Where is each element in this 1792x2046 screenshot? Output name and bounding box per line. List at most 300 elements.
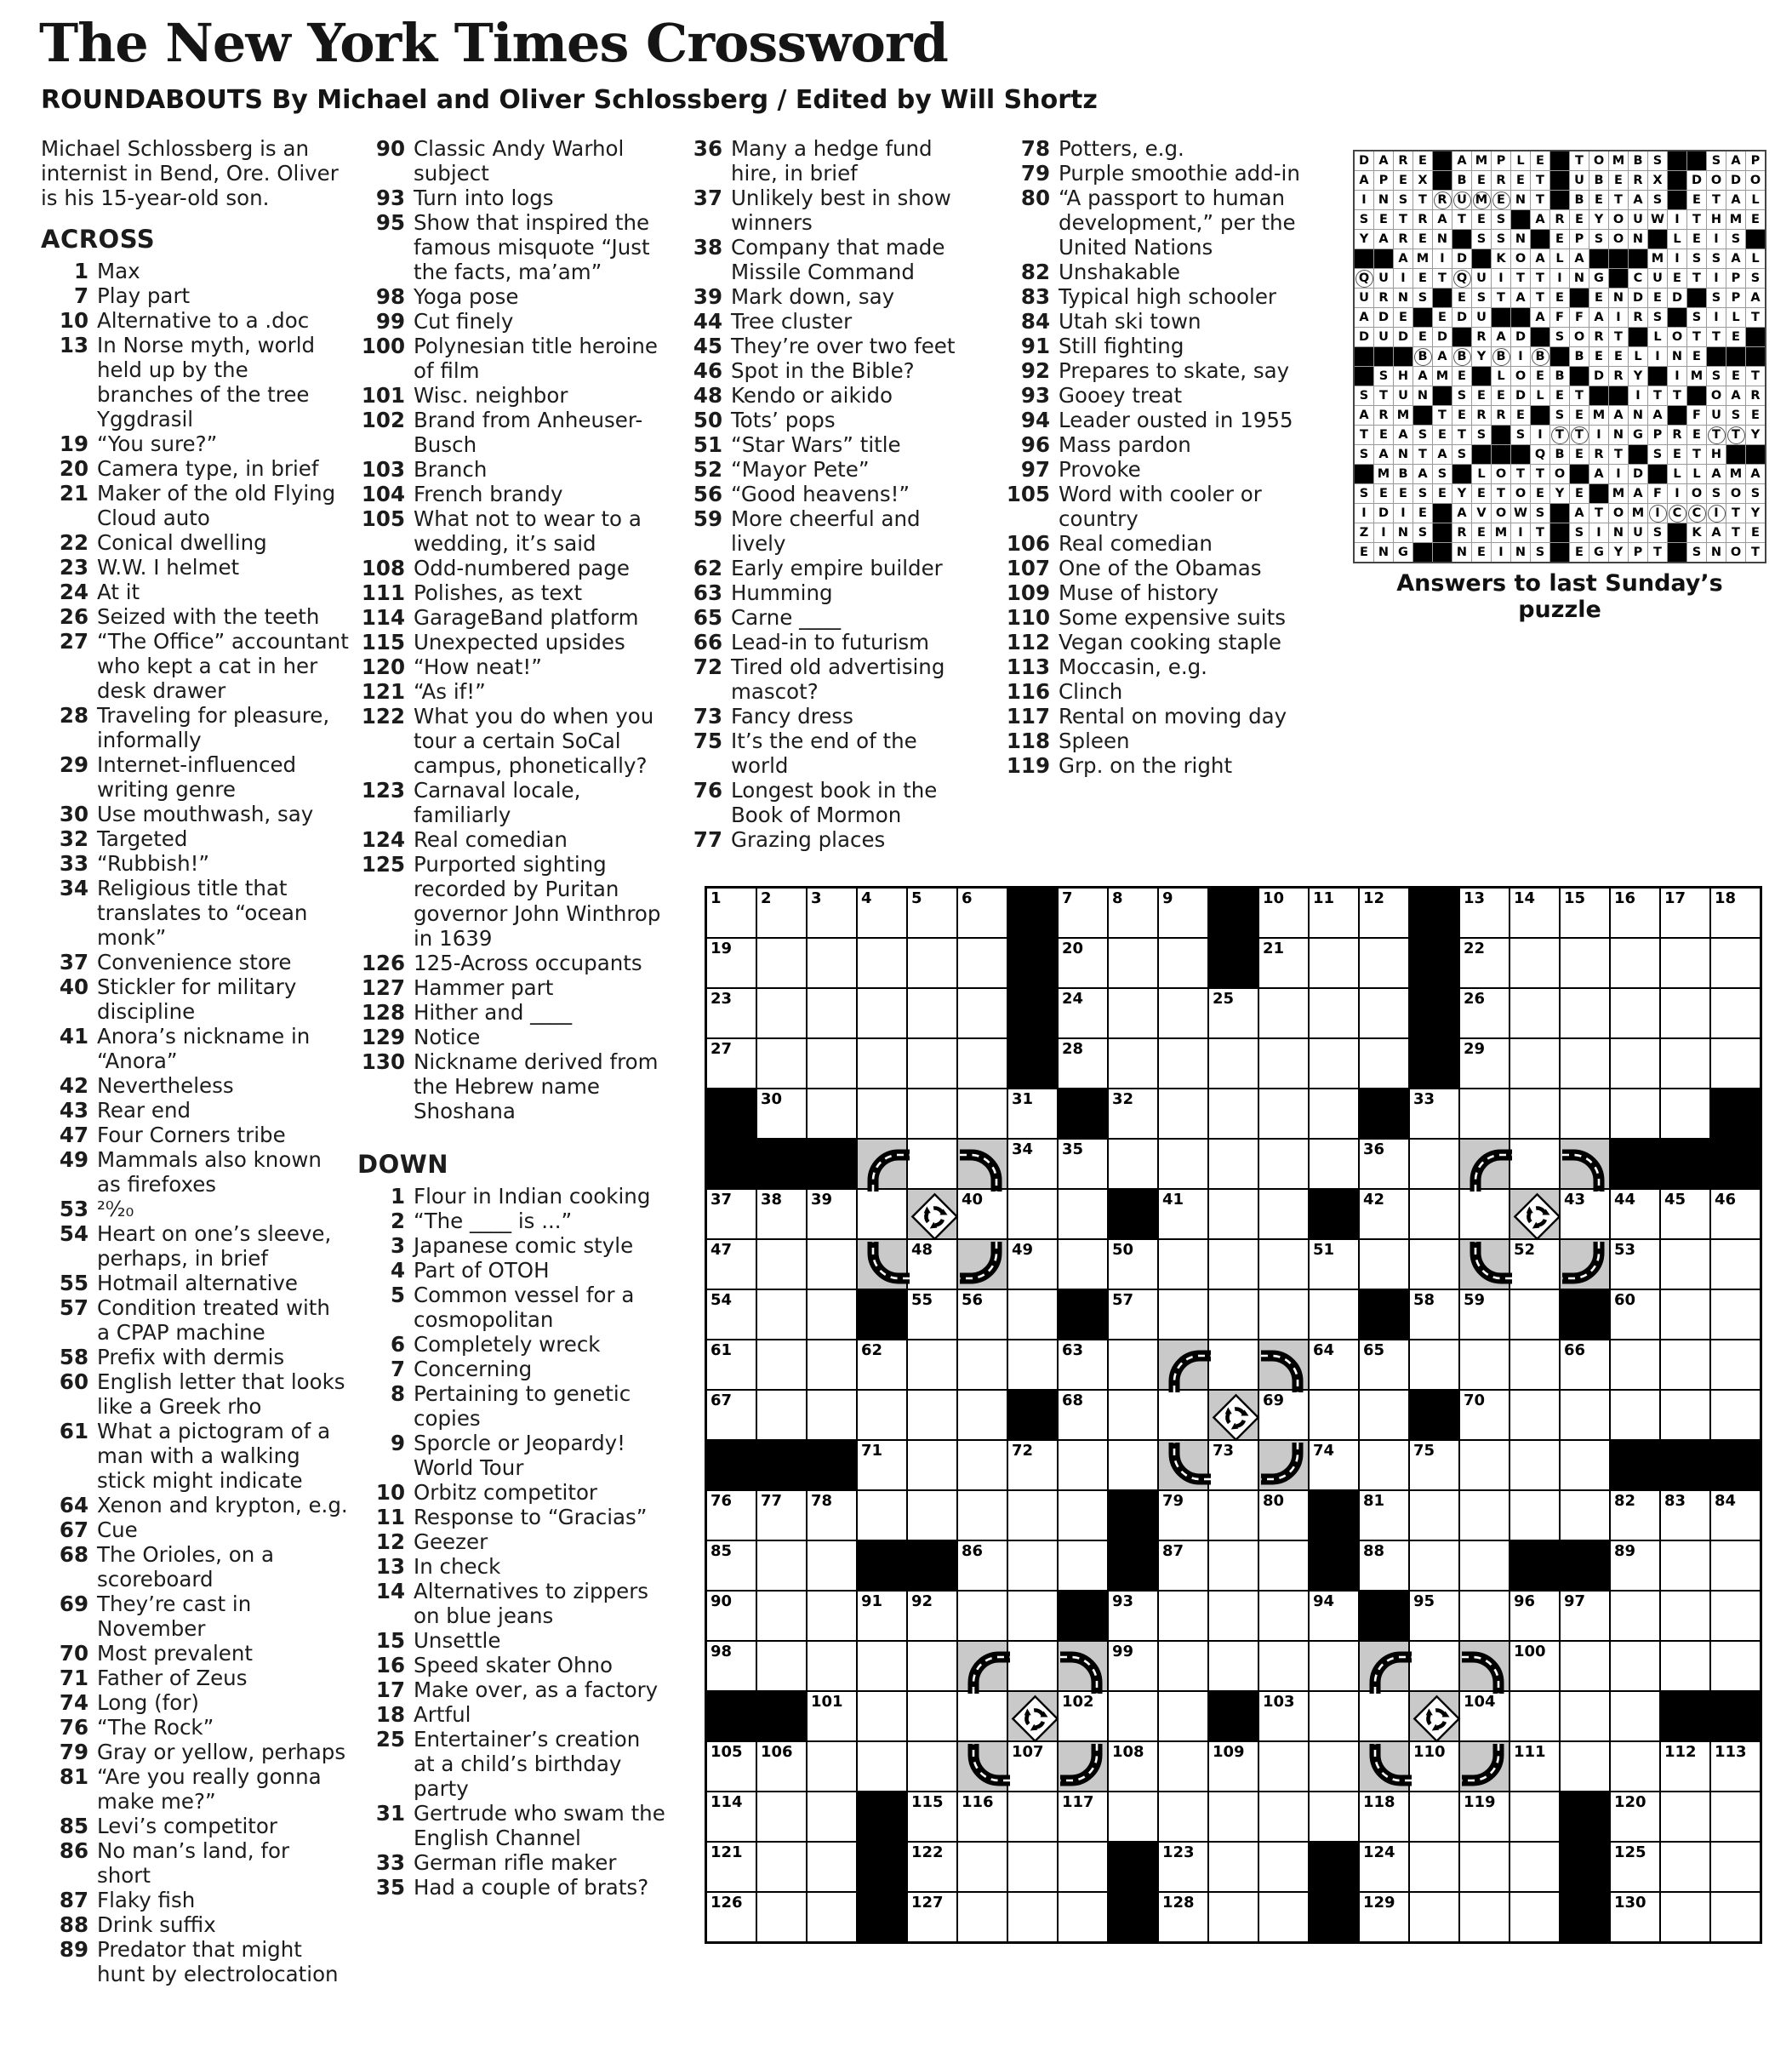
answer-cell-r10c20: E: [1726, 328, 1745, 346]
answer-cell-r2c4: X: [1413, 171, 1432, 190]
grid-cell-r3c18: [1561, 989, 1609, 1037]
answer-cell-r1c3: R: [1394, 151, 1412, 170]
clue-number: 102: [361, 408, 405, 432]
answer-cell-r18c7: E: [1472, 484, 1491, 503]
answer-cell-r18c16: F: [1648, 484, 1667, 503]
cell-number: 81: [1363, 1492, 1385, 1510]
grid-cell-r7c12: [1259, 1190, 1308, 1238]
block-cell-r6c1: [707, 1140, 756, 1188]
grid-cell-r7c19: [1611, 1190, 1659, 1238]
clue-text: Traveling for pleasure, informally: [97, 703, 330, 752]
grid-cell-r16c11: [1209, 1642, 1258, 1690]
answer-cell-r17c5: S: [1433, 465, 1452, 483]
last-week-answer-grid: [1353, 150, 1766, 563]
grid-cell-r11c20: [1661, 1391, 1709, 1439]
cell-number: 22: [1464, 940, 1486, 957]
block-cell-r9c8: [1059, 1290, 1107, 1339]
cell-number: 53: [1614, 1241, 1636, 1259]
answer-cell-r13c17: T: [1668, 386, 1686, 405]
clue-text: Polishes, as text: [414, 580, 583, 605]
clue-across-60: [41, 1369, 349, 1419]
cell-number: 31: [1012, 1090, 1034, 1108]
clue-number: 108: [361, 556, 405, 580]
answer-cell-r1c13: O: [1589, 151, 1608, 170]
roundabout-road-cell-r18c6: [958, 1742, 1007, 1791]
clue-text: Notice: [414, 1025, 481, 1049]
grid-cell-r20c17: [1510, 1843, 1559, 1891]
answer-cell-r1c19: S: [1707, 151, 1726, 170]
grid-cell-r20c5: [908, 1843, 956, 1891]
answer-cell-r3c14: T: [1609, 191, 1628, 209]
answer-cell-r20c16: S: [1648, 523, 1667, 542]
answer-cell-r11c8: B: [1492, 347, 1510, 366]
clue-across-127: [357, 975, 665, 1000]
grid-cell-r20c15: [1410, 1843, 1458, 1891]
cell-number: 74: [1313, 1442, 1335, 1460]
answer-cell-r21c5: [1433, 543, 1452, 562]
cell-number: 67: [711, 1392, 733, 1409]
cell-number: 2: [761, 889, 772, 907]
clue-number: 7: [73, 283, 88, 308]
clue-number: 35: [375, 1875, 405, 1900]
grid-cell-r18c21: [1711, 1742, 1760, 1791]
clue-text: Maker of the old Flying Cloud auto: [97, 481, 336, 530]
block-cell-r13c13: [1310, 1491, 1358, 1540]
answer-cell-r10c1: D: [1355, 328, 1373, 346]
clue-number: 65: [693, 605, 722, 630]
grid-cell-r14c1: [707, 1541, 756, 1590]
answer-cell-r7c11: I: [1550, 269, 1569, 288]
block-cell-r17c1: [707, 1692, 756, 1740]
roundabout-sign-cell-r7c5: [908, 1190, 956, 1238]
block-cell-r21c18: [1561, 1893, 1609, 1941]
answer-cell-r4c15: U: [1629, 210, 1647, 229]
clue-down-2: [357, 1209, 665, 1233]
grid-cell-r18c11: [1209, 1742, 1258, 1791]
grid-cell-r21c5: [908, 1893, 956, 1941]
clue-across-100: [357, 334, 665, 383]
answer-cell-r13c5: [1433, 386, 1452, 405]
answer-cell-r19c15: M: [1629, 504, 1647, 523]
grid-cell-r2c19: [1611, 939, 1659, 987]
answer-cell-r1c6: A: [1452, 151, 1471, 170]
grid-cell-r14c12: [1259, 1541, 1308, 1590]
cell-number: 30: [761, 1090, 783, 1108]
cell-number: 110: [1413, 1743, 1446, 1761]
answer-cell-r12c2: S: [1374, 367, 1393, 386]
answer-cell-r11c17: N: [1668, 347, 1686, 366]
grid-cell-r19c5: [908, 1792, 956, 1841]
grid-cell-r19c7: [1008, 1792, 1057, 1841]
cell-number: 119: [1464, 1793, 1496, 1811]
clue-text: Mass pardon: [1059, 432, 1191, 457]
grid-cell-r14c10: [1159, 1541, 1207, 1590]
clue-across-19: [41, 431, 349, 456]
answer-cell-r3c13: E: [1589, 191, 1608, 209]
answer-cell-r12c10: E: [1531, 367, 1549, 386]
clue-down-9: [357, 1431, 665, 1480]
clue-text: More cheerful and lively: [731, 506, 921, 556]
clue-text: Branch: [414, 457, 488, 482]
clue-number: 122: [361, 704, 405, 729]
clue-number: 2: [390, 1209, 405, 1233]
block-cell-r17c20: [1661, 1692, 1709, 1740]
clue-down-91: [1002, 334, 1310, 358]
answer-cell-r19c4: E: [1413, 504, 1432, 523]
answer-cell-r5c21: [1746, 230, 1765, 249]
answer-cell-r5c7: S: [1472, 230, 1491, 249]
clue-number: 15: [375, 1628, 405, 1653]
answer-cell-r5c3: R: [1394, 230, 1412, 249]
grid-cell-r1c9: [1109, 889, 1157, 937]
clue-down-45: [675, 334, 971, 358]
answer-cell-r17c14: I: [1609, 465, 1628, 483]
answer-cell-r9c21: T: [1746, 308, 1765, 327]
roundabout-road-cell-r16c6: [958, 1642, 1007, 1690]
answer-cell-r6c18: S: [1687, 249, 1706, 268]
clue-down-59: [675, 506, 971, 556]
answer-cell-r20c5: [1433, 523, 1452, 542]
clue-text: Moccasin, e.g.: [1059, 654, 1207, 679]
cell-number: 75: [1413, 1442, 1435, 1460]
clue-text: Lead-in to futurism: [731, 630, 930, 654]
clue-number: 104: [361, 482, 405, 506]
answer-cell-r19c8: O: [1492, 504, 1510, 523]
grid-cell-r13c5: [908, 1491, 956, 1540]
answer-cell-r13c13: [1589, 386, 1608, 405]
cell-number: 82: [1614, 1492, 1636, 1510]
grid-cell-r8c10: [1159, 1240, 1207, 1289]
cell-number: 10: [1263, 889, 1285, 907]
answer-cell-r20c3: N: [1394, 523, 1412, 542]
answer-cell-r7c18: T: [1687, 269, 1706, 288]
clue-text: Make over, as a factory: [414, 1677, 659, 1702]
cell-number: 65: [1363, 1341, 1385, 1359]
clue-across-70: [41, 1641, 349, 1666]
cell-number: 117: [1062, 1793, 1094, 1811]
grid-cell-r5c17: [1510, 1089, 1559, 1138]
grid-cell-r2c10: [1159, 939, 1207, 987]
grid-cell-r7c21: [1711, 1190, 1760, 1238]
clue-across-26: [41, 604, 349, 629]
answer-cell-r17c10: T: [1531, 465, 1549, 483]
clue-text: One of the Obamas: [1059, 556, 1262, 580]
answer-cell-r20c21: E: [1746, 523, 1765, 542]
grid-cell-r9c13: [1310, 1290, 1358, 1339]
grid-cell-r13c11: [1209, 1491, 1258, 1540]
grid-cell-r9c7: [1008, 1290, 1057, 1339]
clue-number: 75: [693, 729, 722, 753]
clue-number: 73: [693, 704, 722, 729]
grid-cell-r2c18: [1561, 939, 1609, 987]
grid-cell-r19c8: [1059, 1792, 1107, 1841]
answer-cell-r11c1: [1355, 347, 1373, 366]
clue-text: GarageBand platform: [414, 605, 639, 630]
grid-cell-r5c9: [1109, 1089, 1157, 1138]
across-clues-part1: [41, 259, 349, 1986]
cell-number: 71: [861, 1442, 883, 1460]
answer-cell-r6c7: [1472, 249, 1491, 268]
clue-text: Nevertheless: [97, 1073, 234, 1098]
clue-number: 54: [59, 1221, 88, 1246]
answer-cell-r19c19: I: [1707, 504, 1726, 523]
grid-cell-r13c4: [858, 1491, 906, 1540]
answer-cell-r10c2: U: [1374, 328, 1393, 346]
clue-across-41: [41, 1024, 349, 1073]
block-cell-r19c4: [858, 1792, 906, 1841]
grid-cell-r4c10: [1159, 1039, 1207, 1088]
answer-grid-caption: Answers to last Sunday’s puzzle: [1396, 570, 1723, 623]
clue-down-92: [1002, 358, 1310, 383]
clue-number: 93: [375, 186, 405, 210]
answer-cell-r5c9: N: [1511, 230, 1530, 249]
grid-cell-r1c14: [1360, 889, 1408, 937]
answer-cell-r10c3: D: [1394, 328, 1412, 346]
grid-cell-r16c7: [1008, 1642, 1057, 1690]
clue-down-15: [357, 1628, 665, 1653]
clue-text: Convenience store: [97, 950, 292, 974]
block-cell-r13c9: [1109, 1491, 1157, 1540]
answer-cell-r8c21: A: [1746, 289, 1765, 307]
answer-cell-r14c16: A: [1648, 406, 1667, 425]
grid-cell-r19c2: [757, 1792, 806, 1841]
clue-text: Unsettle: [414, 1628, 501, 1653]
grid-cell-r8c5: [908, 1240, 956, 1289]
clue-text: Grp. on the right: [1059, 753, 1233, 778]
grid-cell-r17c6: [958, 1692, 1007, 1740]
clue-number: 97: [1020, 457, 1050, 482]
grid-cell-r1c19: [1611, 889, 1659, 937]
grid-cell-r15c5: [908, 1592, 956, 1640]
clue-across-53: [41, 1197, 349, 1221]
clue-text: Real comedian: [1059, 531, 1213, 556]
cell-number: 3: [811, 889, 822, 907]
grid-cell-r1c10: [1159, 889, 1207, 937]
grid-cell-r11c12: [1259, 1391, 1308, 1439]
answer-cell-r12c7: [1472, 367, 1491, 386]
clue-number: 119: [1006, 753, 1050, 778]
answer-cell-r6c20: A: [1726, 249, 1745, 268]
clue-text: Completely wreck: [414, 1332, 601, 1357]
grid-cell-r13c8: [1059, 1491, 1107, 1540]
answer-cell-r16c14: T: [1609, 445, 1628, 464]
clue-number: 92: [1020, 358, 1050, 383]
answer-cell-r7c17: E: [1668, 269, 1686, 288]
grid-cell-r1c13: [1310, 889, 1358, 937]
answer-cell-r8c18: [1687, 289, 1706, 307]
clue-text: Unshakable: [1059, 260, 1180, 284]
cell-number: 13: [1464, 889, 1486, 907]
answer-cell-r14c11: S: [1550, 406, 1569, 425]
clue-number: 32: [59, 826, 88, 851]
clue-number: 37: [693, 186, 722, 210]
clue-text: The Orioles, on a scoreboard: [97, 1542, 275, 1592]
clue-across-33: [41, 851, 349, 876]
grid-cell-r18c10: [1159, 1742, 1207, 1791]
block-cell-r3c7: [1008, 989, 1057, 1037]
clue-text: Prepares to skate, say: [1059, 358, 1290, 383]
grid-cell-r20c14: [1360, 1843, 1408, 1891]
clue-text: W.W. I helmet: [97, 555, 240, 580]
grid-cell-r8c12: [1259, 1240, 1308, 1289]
cell-number: 20: [1062, 940, 1084, 957]
cell-number: 70: [1464, 1392, 1486, 1409]
grid-cell-r17c19: [1611, 1692, 1659, 1740]
clue-down-39: [675, 284, 971, 309]
clue-down-50: [675, 408, 971, 432]
clue-number: 88: [59, 1912, 88, 1937]
clue-number: 130: [361, 1049, 405, 1074]
answer-cell-r9c14: I: [1609, 308, 1628, 327]
cell-number: 127: [911, 1894, 944, 1912]
clue-number: 60: [59, 1369, 88, 1394]
grid-cell-r5c11: [1209, 1089, 1258, 1138]
clue-number: 6: [390, 1332, 405, 1357]
grid-cell-r16c15: [1410, 1642, 1458, 1690]
grid-cell-r7c8: [1059, 1190, 1107, 1238]
grid-cell-r21c8: [1059, 1893, 1107, 1941]
cell-number: 76: [711, 1492, 733, 1510]
clue-number: 17: [375, 1677, 405, 1702]
grid-cell-r19c20: [1661, 1792, 1709, 1841]
answer-cell-r8c15: D: [1629, 289, 1647, 307]
clue-text: Typical high schooler: [1059, 284, 1276, 309]
clue-across-22: [41, 530, 349, 555]
clue-across-13: [41, 333, 349, 431]
clue-number: 106: [1006, 531, 1050, 556]
grid-cell-r3c10: [1159, 989, 1207, 1037]
grid-cell-r12c13: [1310, 1441, 1358, 1489]
clue-across-108: [357, 556, 665, 580]
clue-across-114: [357, 605, 665, 630]
cell-number: 16: [1614, 889, 1636, 907]
grid-cell-r7c11: [1209, 1190, 1258, 1238]
grid-cell-r8c7: [1008, 1240, 1057, 1289]
roundabout-road-cell-r12c10: [1159, 1441, 1207, 1489]
answer-cell-r3c2: N: [1374, 191, 1393, 209]
clue-number: 42: [59, 1073, 88, 1098]
answer-cell-r10c10: [1531, 328, 1549, 346]
clue-number: 76: [693, 778, 722, 803]
grid-cell-r3c9: [1109, 989, 1157, 1037]
clue-number: 37: [59, 950, 88, 974]
clue-across-27: [41, 629, 349, 703]
answer-cell-r7c5: T: [1433, 269, 1452, 288]
clue-across-79: [41, 1740, 349, 1764]
cell-number: 9: [1162, 889, 1173, 907]
answer-cell-r17c9: T: [1511, 465, 1530, 483]
answer-cell-r12c19: S: [1707, 367, 1726, 386]
answer-cell-r19c2: D: [1374, 504, 1393, 523]
answer-cell-r3c20: A: [1726, 191, 1745, 209]
cell-number: 114: [711, 1793, 743, 1811]
answer-cell-r13c7: E: [1472, 386, 1491, 405]
answer-cell-r12c9: O: [1511, 367, 1530, 386]
cell-number: 18: [1715, 889, 1737, 907]
answer-cell-r20c2: I: [1374, 523, 1393, 542]
answer-cell-r3c15: A: [1629, 191, 1647, 209]
block-cell-r14c5: [908, 1541, 956, 1590]
answer-cell-r13c10: L: [1531, 386, 1549, 405]
grid-cell-r15c7: [1008, 1592, 1057, 1640]
grid-cell-r10c19: [1611, 1340, 1659, 1389]
clue-down-36: [675, 136, 971, 186]
clue-down-77: [675, 827, 971, 852]
grid-cell-r10c14: [1360, 1340, 1408, 1389]
clue-number: 59: [693, 506, 722, 531]
grid-cell-r18c2: [757, 1742, 806, 1791]
answer-cell-r7c6: Q: [1452, 269, 1471, 288]
answer-cell-r7c10: T: [1531, 269, 1549, 288]
answer-cell-r5c4: E: [1413, 230, 1432, 249]
roundabout-road-cell-r18c8: [1059, 1742, 1107, 1791]
page-title: The New York Times Crossword: [39, 12, 948, 74]
answer-cell-r8c19: S: [1707, 289, 1726, 307]
grid-cell-r9c19: [1611, 1290, 1659, 1339]
answer-cell-r4c2: E: [1374, 210, 1393, 229]
block-cell-r21c9: [1109, 1893, 1157, 1941]
grid-cell-r8c20: [1661, 1240, 1709, 1289]
clue-number: 128: [361, 1000, 405, 1025]
answer-cell-r15c17: R: [1668, 426, 1686, 444]
answer-cell-r16c20: [1726, 445, 1745, 464]
answer-cell-r6c9: O: [1511, 249, 1530, 268]
grid-cell-r4c9: [1109, 1039, 1157, 1088]
grid-cell-r20c1: [707, 1843, 756, 1891]
answer-cell-r7c20: P: [1726, 269, 1745, 288]
block-cell-r6c19: [1611, 1140, 1659, 1188]
grid-cell-r10c8: [1059, 1340, 1107, 1389]
answer-cell-r4c12: E: [1570, 210, 1589, 229]
answer-cell-r15c21: Y: [1746, 426, 1765, 444]
grid-cell-r8c8: [1059, 1240, 1107, 1289]
grid-cell-r13c15: [1410, 1491, 1458, 1540]
answer-cell-r9c11: F: [1550, 308, 1569, 327]
roundabout-road-cell-r16c14: [1360, 1642, 1408, 1690]
clue-across-121: [357, 679, 665, 704]
clue-number: 70: [59, 1641, 88, 1666]
clue-across-98: [357, 284, 665, 309]
answer-cell-r21c19: N: [1707, 543, 1726, 562]
roundabout-road-cell-r18c14: [1360, 1742, 1408, 1791]
clue-across-40: [41, 974, 349, 1024]
clue-text: Concerning: [414, 1357, 533, 1381]
answer-cell-r18c1: S: [1355, 484, 1373, 503]
answer-cell-r15c2: E: [1374, 426, 1393, 444]
grid-cell-r10c3: [808, 1340, 856, 1389]
answer-cell-r16c10: Q: [1531, 445, 1549, 464]
circled-letter-ring: [1453, 270, 1471, 288]
answer-cell-r6c12: A: [1570, 249, 1589, 268]
clue-text: Camera type, in brief: [97, 456, 319, 481]
cell-number: 39: [811, 1191, 833, 1209]
cell-number: 12: [1363, 889, 1385, 907]
answer-cell-r16c19: H: [1707, 445, 1726, 464]
cell-number: 28: [1062, 1040, 1084, 1058]
block-cell-r14c18: [1561, 1541, 1609, 1590]
answer-cell-r19c7: V: [1472, 504, 1491, 523]
grid-cell-r18c18: [1561, 1742, 1609, 1791]
answer-cell-r6c6: D: [1452, 249, 1471, 268]
grid-cell-r18c15: [1410, 1742, 1458, 1791]
answer-cell-r13c14: [1609, 386, 1628, 405]
roundabout-road-cell-r18c16: [1460, 1742, 1509, 1791]
answer-cell-r21c9: N: [1511, 543, 1530, 562]
cell-number: 5: [911, 889, 922, 907]
grid-cell-r11c14: [1360, 1391, 1408, 1439]
block-cell-r9c18: [1561, 1290, 1609, 1339]
grid-cell-r3c17: [1510, 989, 1559, 1037]
